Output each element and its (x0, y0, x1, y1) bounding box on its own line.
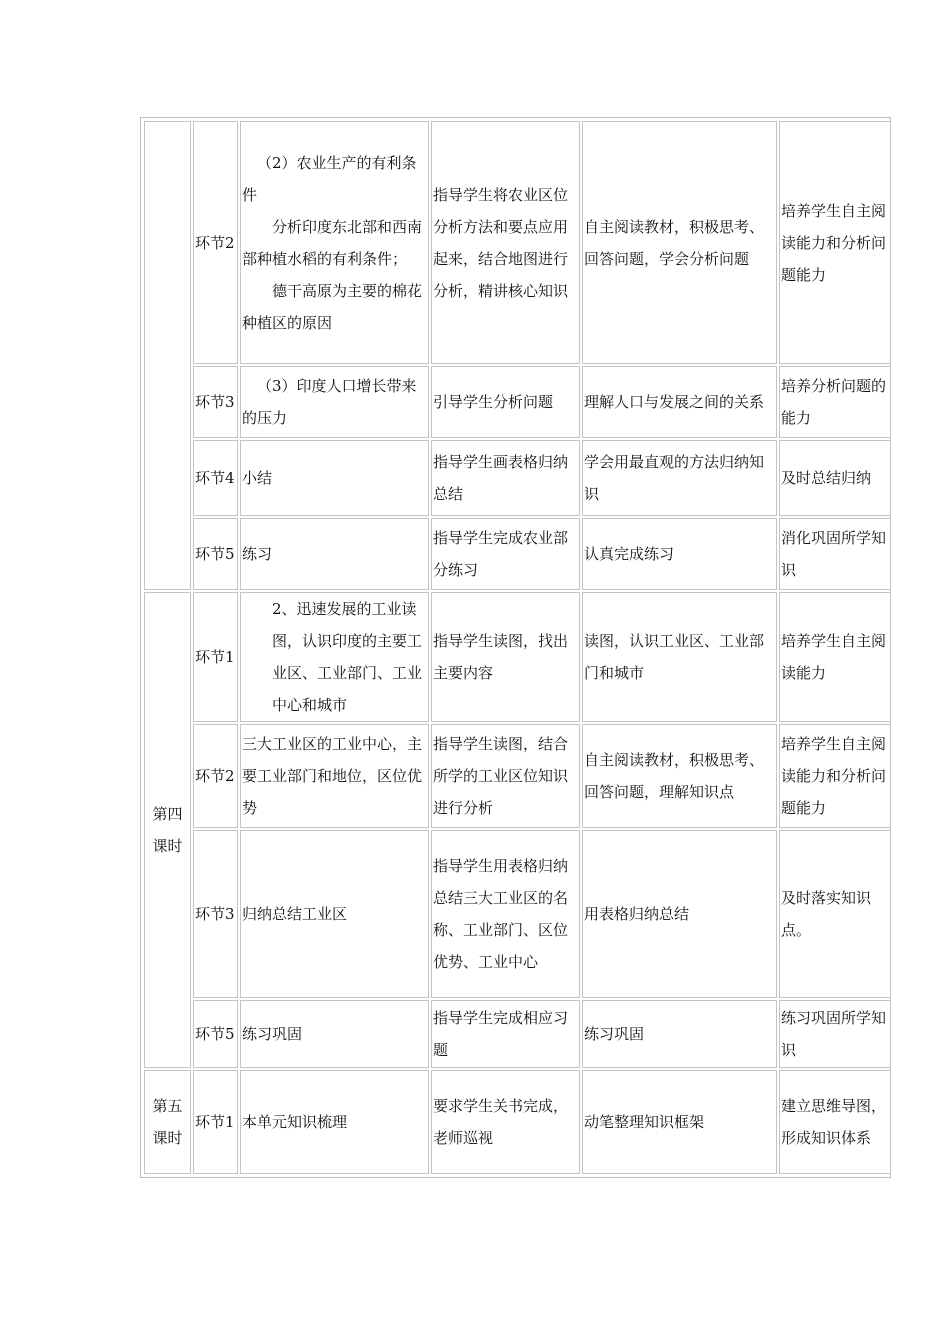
content-paragraph: 练习巩固 (242, 1025, 303, 1043)
teacher-activity-cell: 指导学生完成相应习题 (431, 1000, 580, 1068)
content-paragraph: 德干高原为主要的棉花种植区的原因 (242, 281, 423, 332)
design-intent-cell: 培养学生自主阅读能力 (779, 592, 891, 722)
content-paragraph: 归纳总结工业区 (242, 905, 348, 923)
content-paragraph: 本单元知识梳理 (242, 1113, 348, 1131)
content-paragraph: 2、迅速发展的工业读图，认识印度的主要工业区、工业部门、工业中心和城市 (272, 600, 423, 714)
content-cell (240, 518, 429, 590)
step-cell: 环节5 (193, 1000, 238, 1068)
content-paragraph: （2）农业生产的有利条件 (242, 153, 417, 204)
design-intent-cell: 消化巩固所学知识 (779, 518, 891, 590)
teacher-activity-cell: 引导学生分析问题 (431, 366, 580, 438)
lesson-cell-empty (144, 121, 191, 590)
table-row (144, 724, 891, 828)
content-cell (240, 592, 429, 722)
design-intent-cell: 及时总结归纳 (779, 440, 891, 516)
student-activity-cell: 理解人口与发展之间的关系 (582, 366, 777, 438)
student-activity-cell: 自主阅读教材，积极思考、回答问题，学会分析问题 (582, 121, 777, 364)
student-activity-cell: 练习巩固 (582, 1000, 777, 1068)
step-cell: 环节5 (193, 518, 238, 590)
design-intent-cell: 及时落实知识点。 (779, 830, 891, 998)
table-row (144, 830, 891, 998)
step-cell: 环节1 (193, 1070, 238, 1174)
lesson-plan-table (142, 119, 893, 1176)
design-intent-cell: 培养分析问题的能力 (779, 366, 891, 438)
lesson-cell: 第四课时 (144, 592, 191, 1068)
content-paragraph: 练习 (242, 545, 273, 563)
design-intent-cell: 建立思维导图，形成知识体系 (779, 1070, 891, 1174)
student-activity-cell: 学会用最直观的方法归纳知识 (582, 440, 777, 516)
student-activity-cell: 动笔整理知识框架 (582, 1070, 777, 1174)
content-cell (240, 366, 429, 438)
table-row (144, 121, 891, 364)
teacher-activity-cell: 指导学生将农业区位分析方法和要点应用起来，结合地图进行分析，精讲核心知识 (431, 121, 580, 364)
teacher-activity-cell: 指导学生读图，结合所学的工业区位知识进行分析 (431, 724, 580, 828)
student-activity-cell: 认真完成练习 (582, 518, 777, 590)
content-cell (240, 440, 429, 516)
step-cell: 环节4 (193, 440, 238, 516)
table-row (144, 1070, 891, 1174)
step-cell: 环节3 (193, 830, 238, 998)
step-cell: 环节2 (193, 724, 238, 828)
student-activity-cell: 读图，认识工业区、工业部门和城市 (582, 592, 777, 722)
teacher-activity-cell: 指导学生用表格归纳总结三大工业区的名称、工业部门、区位优势、工业中心 (431, 830, 580, 998)
lesson-plan-table-frame (140, 117, 891, 1178)
step-cell: 环节3 (193, 366, 238, 438)
content-cell (240, 1000, 429, 1068)
teacher-activity-cell: 指导学生画表格归纳总结 (431, 440, 580, 516)
teacher-activity-cell: 指导学生完成农业部分练习 (431, 518, 580, 590)
table-row (144, 518, 891, 590)
teacher-activity-cell: 要求学生关书完成，老师巡视 (431, 1070, 580, 1174)
content-cell (240, 724, 429, 828)
content-paragraph: 分析印度东北部和西南部种植水稻的有利条件； (242, 217, 423, 268)
design-intent-cell: 培养学生自主阅读能力和分析问题能力 (779, 724, 891, 828)
content-paragraph: 小结 (242, 469, 273, 487)
lesson-cell: 第五课时 (144, 1070, 191, 1174)
teacher-activity-cell: 指导学生读图，找出主要内容 (431, 592, 580, 722)
design-intent-cell: 培养学生自主阅读能力和分析问题能力 (779, 121, 891, 364)
step-cell: 环节2 (193, 121, 238, 364)
table-row (144, 592, 891, 722)
content-cell (240, 1070, 429, 1174)
design-intent-cell: 练习巩固所学知识 (779, 1000, 891, 1068)
student-activity-cell: 用表格归纳总结 (582, 830, 777, 998)
table-row (144, 1000, 891, 1068)
content-cell (240, 121, 429, 364)
student-activity-cell: 自主阅读教材，积极思考、回答问题，理解知识点 (582, 724, 777, 828)
content-paragraph: 三大工业区的工业中心，主要工业部门和地位，区位优势 (242, 735, 423, 817)
table-row (144, 366, 891, 438)
table-row (144, 440, 891, 516)
content-cell (240, 830, 429, 998)
step-cell: 环节1 (193, 592, 238, 722)
content-paragraph: （3）印度人口增长带来的压力 (242, 377, 417, 427)
